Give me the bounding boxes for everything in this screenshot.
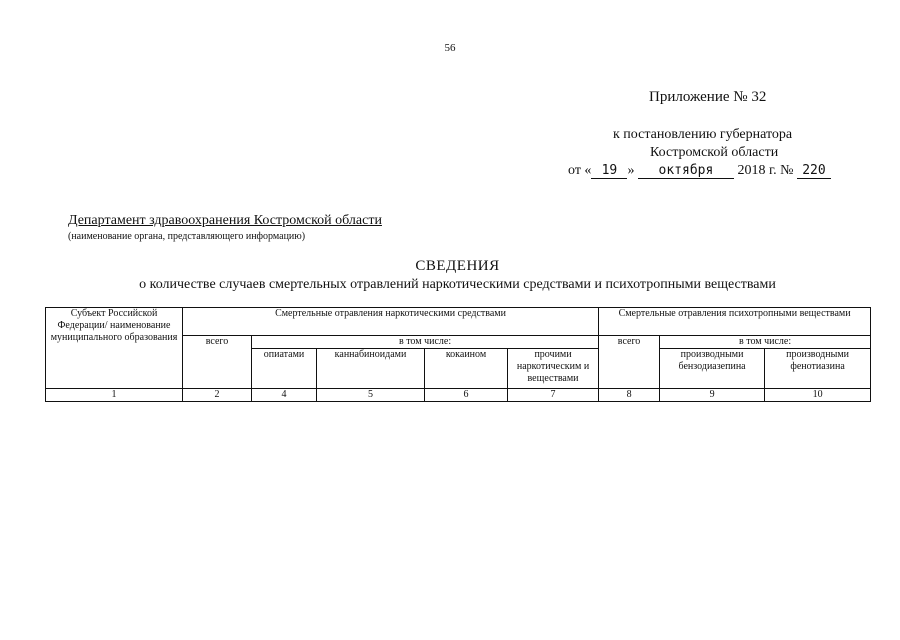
decree-month: октября xyxy=(638,163,734,179)
table-header-row xyxy=(46,308,871,336)
column-number: 7 xyxy=(508,389,599,402)
document-subtitle: о количестве случаев смертельных отравлений наркотическими средствами и психотропными веществами xyxy=(139,277,776,292)
decree-region-line: Костромской области xyxy=(650,145,779,160)
column-number-row xyxy=(46,389,871,402)
psychotropic-including-header: в том числе: xyxy=(660,336,871,349)
column-number: 2 xyxy=(183,389,252,402)
date-close-quote: » xyxy=(627,163,635,178)
narcotic-group-header: Смертельные отравления наркотическими средствами xyxy=(183,308,599,336)
decree-year-number-label: 2018 г. № xyxy=(737,163,794,178)
column-number: 8 xyxy=(599,389,660,402)
department-caption: (наименование органа, представляющего информацию) xyxy=(68,231,306,242)
cannabinoids-header: каннабиноидами xyxy=(317,349,425,389)
decree-reference-line: к постановлению губернатора xyxy=(613,127,793,142)
psychotropic-group-header: Смертельные отравления психотропными веществами xyxy=(599,308,871,336)
column-number: 9 xyxy=(660,389,765,402)
decree-day: 19 xyxy=(591,163,627,179)
report-table xyxy=(45,307,871,402)
decree-number: 220 xyxy=(797,163,831,179)
subject-header-cell: Субъект Российской Федерации/ наименование муниципального образования xyxy=(46,308,183,389)
narcotic-total-header: всего xyxy=(183,336,252,389)
date-prefix: от « xyxy=(568,163,592,178)
other-narcotics-header: прочими наркотическим и веществами xyxy=(508,349,599,389)
psychotropic-total-header: всего xyxy=(599,336,660,389)
page-number: 56 xyxy=(444,42,456,54)
column-number: 4 xyxy=(252,389,317,402)
narcotic-including-header: в том числе: xyxy=(252,336,599,349)
column-number: 6 xyxy=(425,389,508,402)
decree-date-line xyxy=(568,163,831,179)
column-number: 10 xyxy=(765,389,871,402)
column-number: 1 xyxy=(46,389,183,402)
column-number: 5 xyxy=(317,389,425,402)
opiates-header: опиатами xyxy=(252,349,317,389)
document-title: СВЕДЕНИЯ xyxy=(415,258,500,274)
cocaine-header: кокаином xyxy=(425,349,508,389)
department-name: Департамент здравоохранения Костромской области xyxy=(68,213,382,228)
appendix-title: Приложение № 32 xyxy=(649,89,767,105)
benzodiazepine-header: производными бензодиазепина xyxy=(660,349,765,389)
phenothiazine-header: производными фенотиазина xyxy=(765,349,871,389)
